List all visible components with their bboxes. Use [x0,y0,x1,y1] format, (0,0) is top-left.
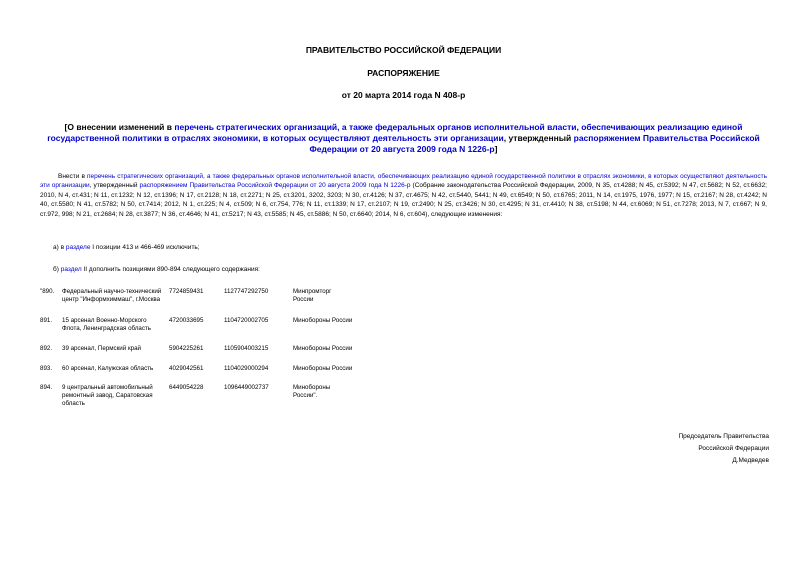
title-close-bracket: ] [494,144,498,154]
row-ministry: Минобороны России [293,345,353,352]
row-name: 15 арсенал Военно-Морского Флота, Ленинградская область [62,317,152,333]
title-link-list[interactable]: перечень стратегических организаций, а также федеральных органов исполнительной власти, обеспечивающих реализацию единой государственной политики в отраслях экономики, в которых осуществляют деятельность эти организации [47,122,743,143]
title-link-decree[interactable]: распоряжением Правительства Российской Федерации от 20 августа 2009 года N 1226-р [309,133,760,154]
row-ministry: Минобороны России [293,365,353,372]
title-part1: О внесении изменений в [67,122,175,132]
row-ogrn: 1104720002705 [224,317,269,324]
item-a-tail: I позиции 413 и 466-469 исключить; [90,244,200,251]
row-ogrn: 1104029000294 [224,365,269,372]
item-a-link[interactable]: разделе [65,244,91,251]
row-ministry: Минобороны России [293,317,353,324]
document-type: РАСПОРЯЖЕНИЕ [367,68,440,78]
item-a [53,244,200,251]
row-number: 891. [40,317,53,324]
signature-block [569,431,769,467]
positions-table [40,288,370,418]
row-inn: 6449054228 [169,384,204,391]
row-number: "890. [40,288,55,295]
title-part2: , утвержденный [503,133,574,143]
document-title [40,122,767,155]
row-number: 893. [40,365,53,372]
row-name: 9 центральный автомобильный ремонтный завод, Саратовская область [62,384,153,408]
row-ministry: Минпромторг России [293,288,332,304]
row-inn: 4720033695 [169,317,204,324]
item-b-link[interactable]: раздел [60,266,82,273]
row-number: 894. [40,384,53,391]
item-b-tail: II дополнить позициями 890-894 следующего содержания: [81,266,260,273]
p1-mid: , утвержденный [89,182,140,190]
government-heading: ПРАВИТЕЛЬСТВО РОССИЙСКОЙ ФЕДЕРАЦИИ [305,45,502,55]
row-name: Федеральный научно-технический центр "Информхиммаш", г.Москва [62,288,162,304]
signature-title: Председатель Правительства [678,433,769,440]
p1-lead: Внести в [58,173,88,180]
item-a-lead: а) в [53,244,66,251]
p1-tail: (Собрание законодательства Российской Федерации, 2009, N 35, ст.4288; N 45, ст.5392; N 47, ст.5682; N 52, ст.6632; 2010, N 4, ст.431; N 11, ст.1232; N 12, ст.1396; N 17, ст.2128; N 18, ст.2271; N 25, ст.3201, 3202, 3203; N 30, ст.4126; N 37, ст.4675; N 42, ст.5440, 5441; N 49, ст.6549; N 50, ст.6765; 2011, N 14, ст.1975, 1976, 1977; N 15, ст.2167; N 28, ст.4242; N 40, ст.5580; N 41, ст.5782; N 50, ст.7414; 2012, N 1, ст.225; N 4, ст.509; N 6, ст.754, 776; N 11, ст.1339; N 17, ст.2107; N 19, ст.2490; N 25, ст.3426; N 30, ст.4295; N 31, ст.4410; N 38, ст.5198; N 44, ст.6069; N 51, ст.7278; 2013, N 7, ст.667; N 9, ст.972, 998; N 21, ст.2684; N 28, ст.3877; N 36, ст.4646; N 41, ст.5217; N 43, ст.5585; N 45, ст.5886; N 50, ст.6640; 2014, N 6, ст.604), следующие изменения: [40,182,767,218]
signature-name: Д.Медведев [732,457,769,464]
row-ogrn: 1127747292750 [224,288,269,295]
p1-link-decree[interactable]: распоряжением Правительства Российской Федерации от 20 августа 2009 года N 1226-р [139,182,411,190]
row-inn: 7724859431 [169,288,204,295]
row-ministry: Минобороны России". [293,384,331,400]
row-inn: 5904225261 [169,345,204,352]
item-b [53,266,260,273]
row-name: 39 арсенал, Пермский край [62,345,141,352]
row-ogrn: 1105904003215 [224,345,269,352]
row-ogrn: 1096449002737 [224,384,269,391]
document-date: от 20 марта 2014 года N 408-р [341,90,466,100]
item-b-lead: б) [53,266,61,273]
row-name: 60 арсенал, Калужская область [62,365,154,372]
row-inn: 4029042561 [169,365,204,372]
title-open-bracket: [ [64,122,68,132]
row-number: 892. [40,345,53,352]
p1-link-list[interactable]: перечень стратегических организаций, а также федеральных органов исполнительной власти, обеспечивающих реализацию единой государственной политики в отраслях экономики, в которых осуществляют деятельность эти организации [40,173,767,190]
main-paragraph [40,172,767,219]
signature-country: Российской Федерации [698,445,769,452]
